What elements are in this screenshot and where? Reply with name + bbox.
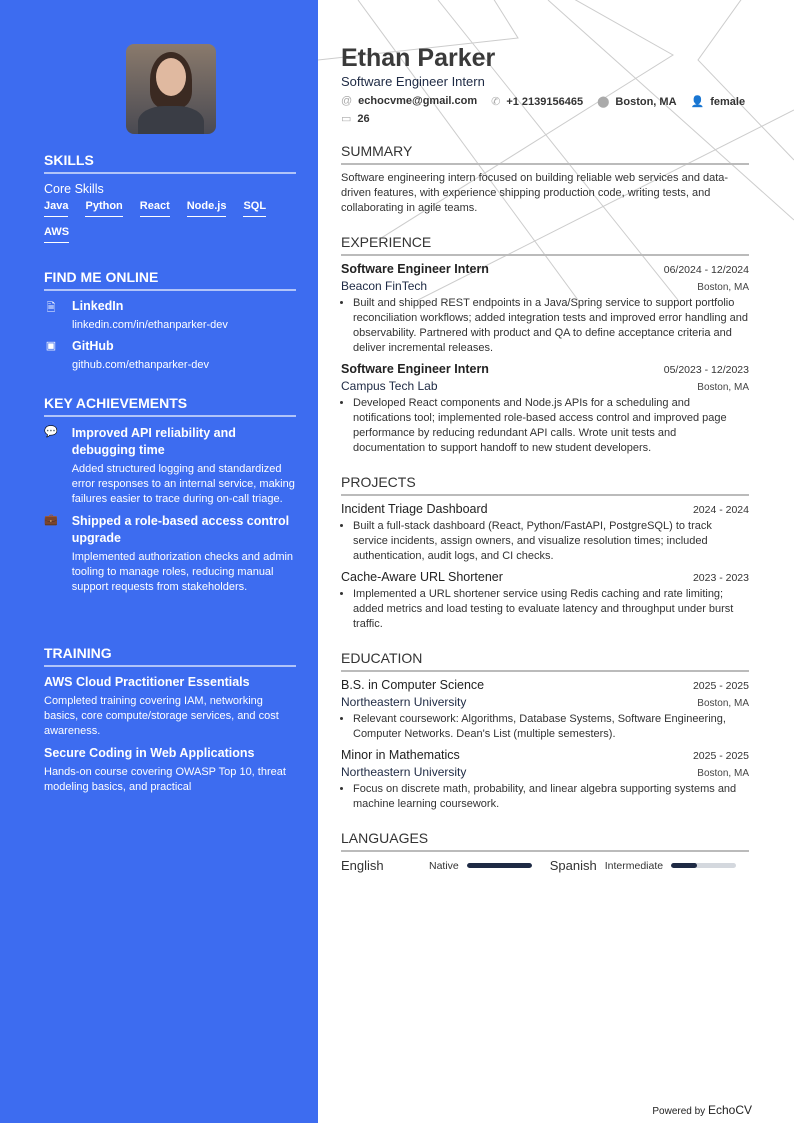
location: Boston, MA [615,96,677,108]
language-name: English [341,858,384,873]
location-icon: ⬤ [597,96,610,108]
item-title: Incident Triage Dashboard [341,502,488,516]
bullet-list [353,296,749,356]
projects-item [341,570,749,632]
sidebar [0,0,318,1123]
experience-item [341,262,749,356]
language-name: Spanish [549,858,597,873]
section-heading: KEY ACHIEVEMENTS [44,395,296,417]
footer [652,1103,752,1117]
item-dates: 06/2024 - 12/2024 [663,264,749,276]
item-sub [341,376,749,393]
summary-text: Software engineering intern focused on building reliable web services and data-driven features, with experience shipping production code, writing tests, and collaborating in agile teams. [341,172,729,214]
item-dates: 2023 - 2023 [692,572,749,584]
achievement-title: Improved API reliability and debugging time [71,426,236,457]
item-header [341,748,749,762]
training-desc: Completed training covering IAM, networking basics, core compute/storage services, and cost awareness. [44,695,279,737]
profile-photo [126,44,216,134]
training-title: AWS Cloud Practitioner Essentials [44,675,250,689]
phone-icon: ✆ [491,96,501,108]
bullet-list [353,519,749,564]
online-section [44,269,296,379]
projects-item [341,502,749,564]
bullet-list [353,587,749,632]
organization: Northeastern University [341,695,467,709]
chat-icon: 💬 [44,426,58,438]
bullet: • Developed React components and Node.js APIs for a scheduling and notifications tool; implemented role-based access control and improved page performance by reducing redundant API calls. Wrote unit tests and documentation to support handoff to new student developers. [353,396,749,456]
language-level: Intermediate [604,859,664,872]
experience-item [341,362,749,456]
bullet: • Relevant coursework: Algorithms, Database Systems, Software Engineering, Computer Networks. Dean's List (multiple semesters). [353,712,749,742]
achievement-item [44,513,296,601]
skill-chip: React [140,200,170,217]
section-heading: PROJECTS [341,474,749,496]
proficiency-bar [467,863,532,868]
item-sub [341,276,749,293]
item-header [341,570,749,584]
achievement-desc: Implemented authorization checks and admin tooling to manage roles, reducing manual support requests from stakeholders. [71,551,294,593]
training-title: Secure Coding in Web Applications [44,746,255,760]
email[interactable]: echocvme@gmail.com [358,95,478,107]
section-heading: EXPERIENCE [341,234,749,256]
candidate-name: Ethan Parker [341,44,496,72]
item-header [341,362,749,376]
item-location: Boston, MA [697,698,749,709]
achievement-title: Shipped a role-based access control upgrade [71,514,290,545]
at-icon: @ [341,95,353,107]
organization: Northeastern University [341,765,467,779]
skill-chip: Node.js [187,200,227,217]
organization: Beacon FinTech [341,279,428,293]
job-title: Software Engineer Intern [341,74,485,89]
section-heading: TRAINING [44,645,296,667]
bullet-list [353,396,749,456]
calendar-icon: ▭ [341,113,352,125]
bullet-list [353,782,749,812]
item-header [341,262,749,276]
item-header [341,678,749,692]
bullet-list [353,712,749,742]
item-location: Boston, MA [697,282,749,293]
skill-chip: Python [85,200,122,217]
item-dates: 2024 - 2024 [692,504,749,516]
brand-link[interactable]: EchoCV [707,1103,752,1117]
item-dates: 05/2023 - 12/2023 [663,364,749,376]
item-sub [341,692,749,709]
skill-chip: Java [44,200,68,217]
section-heading: FIND ME ONLINE [44,269,296,291]
skill-chip: SQL [243,200,266,217]
organization: Campus Tech Lab [341,379,438,393]
item-title: B.S. in Computer Science [341,678,485,692]
skill-group-label: Core Skills [44,182,104,196]
footer-prefix: Powered by [652,1106,706,1117]
skills-section [44,152,296,252]
item-dates: 2025 - 2025 [692,750,749,762]
bullet: • Implemented a URL shortener service using Redis caching and rate limiting; added metrics and load testing to evaluate latency and throughput under burst traffic. [353,587,749,632]
item-location: Boston, MA [697,768,749,779]
section-heading: SKILLS [44,152,296,174]
briefcase-icon: 💼 [44,514,58,526]
bullet: • Focus on discrete math, probability, and linear algebra supporting systems and machine learning coursework. [353,782,749,812]
link-linkedin[interactable] [44,299,296,331]
education-item [341,678,749,742]
training-desc: Hands-on course covering OWASP Top 10, threat modeling basics, and practical [44,766,286,793]
phone[interactable]: +1 2139156465 [506,96,584,108]
item-dates: 2025 - 2025 [692,680,749,692]
item-title: Cache-Aware URL Shortener [341,570,503,584]
item-title: Minor in Mathematics [341,748,460,762]
bullet: • Built a full-stack dashboard (React, Python/FastAPI, PostgreSQL) to track service incidents, assign owners, and visualize resolution times; included authentication, audit logs, and CI checks. [353,519,749,564]
document-icon: 🗎 [46,302,56,314]
language-level: Native [429,859,459,872]
archive-icon: ▣ [45,340,57,352]
link-github[interactable] [44,339,296,371]
achievement-desc: Added structured logging and standardized error responses to an internal service, making failures easier to trace during on-call triage. [71,463,295,505]
item-header [341,502,749,516]
section-heading: SUMMARY [341,143,749,165]
age: 26 [357,113,370,125]
contact-info [341,95,749,125]
languages-list [341,858,749,873]
link-label: LinkedIn [72,299,124,313]
item-title: Software Engineer Intern [341,362,489,376]
section-heading: EDUCATION [341,650,749,672]
link-url[interactable]: github.com/ethanparker-dev [72,359,209,371]
skill-chip: AWS [44,226,69,243]
link-label: GitHub [72,339,114,353]
section-heading: LANGUAGES [341,830,749,852]
item-location: Boston, MA [697,382,749,393]
education-item [341,748,749,812]
training-section [44,645,296,797]
item-sub [341,762,749,779]
item-title: Software Engineer Intern [341,262,489,276]
gender: female [710,96,746,108]
achievement-item [44,425,296,513]
proficiency-bar [671,863,736,868]
bullet: • Built and shipped REST endpoints in a Java/Spring service to support portfolio reconciliation workflows; added integration tests and improved error handling and observability. Partnered with product and QA to define acceptance criteria and deliver incremental releases. [353,296,749,356]
link-url[interactable]: linkedin.com/in/ethanparker-dev [72,319,228,331]
main-content [341,44,749,873]
achievements-section [44,395,296,601]
person-icon: 👤 [690,96,705,108]
